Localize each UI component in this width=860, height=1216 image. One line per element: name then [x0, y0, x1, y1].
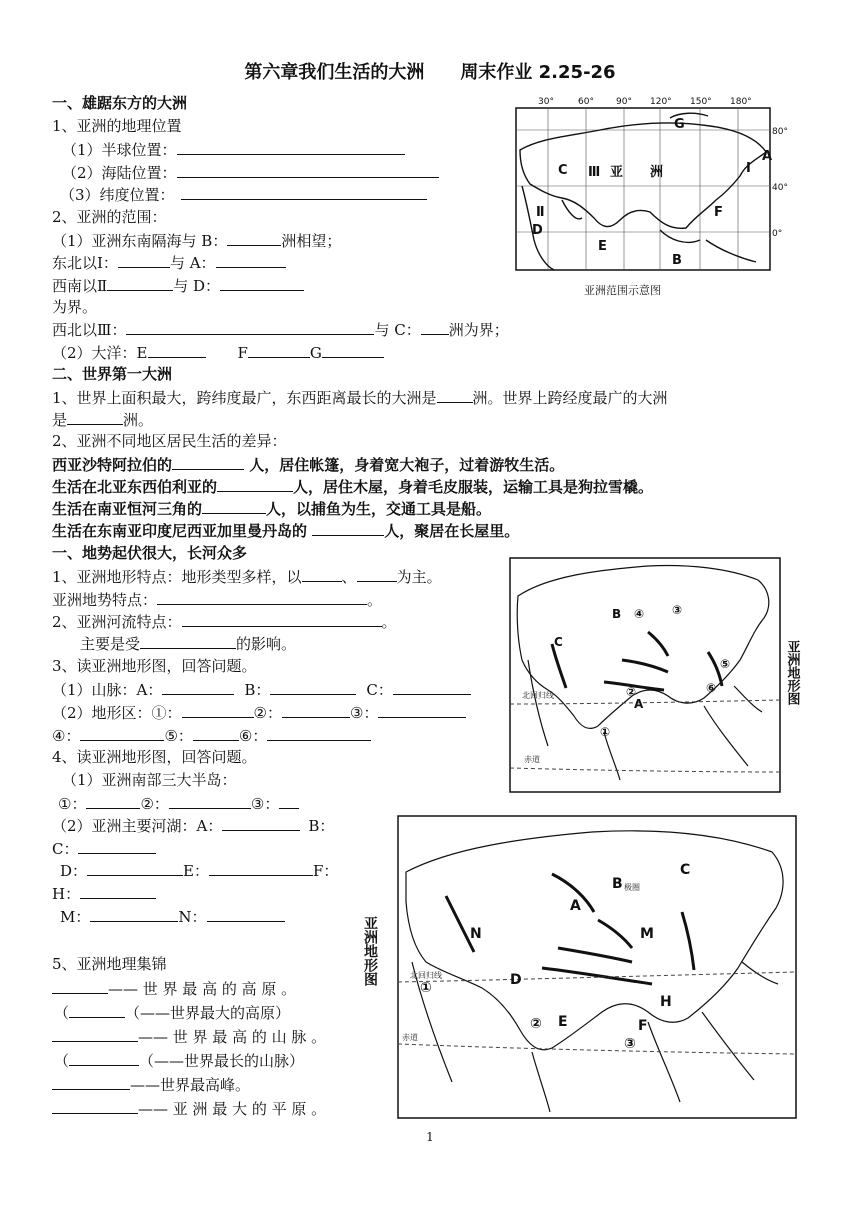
- map-label: H: [660, 994, 672, 1010]
- answer-blank[interactable]: [222, 816, 300, 831]
- answer-blank[interactable]: [378, 703, 466, 718]
- answer-blank[interactable]: [216, 253, 286, 268]
- lat-tick: 0°: [772, 229, 783, 239]
- lat-tick: 80°: [772, 127, 788, 137]
- tropic-label: 北回归线: [410, 971, 442, 980]
- asia-terrain-map-2: [362, 812, 802, 1122]
- map-label: F: [714, 205, 723, 220]
- map-label: ⑥: [706, 681, 717, 695]
- map-side-title: 亚洲地形图: [362, 916, 378, 986]
- map-label: F: [638, 1018, 648, 1034]
- map-label: ②: [626, 685, 637, 699]
- answer-blank[interactable]: [193, 726, 239, 741]
- question-text: （1）亚洲东南隔海与 B： 洲相望；: [52, 232, 342, 250]
- answer-blank[interactable]: [157, 590, 367, 605]
- map-label: C: [554, 635, 563, 649]
- lon-tick: 180°: [730, 97, 752, 107]
- question-text: ④： ⑤： ⑥：: [52, 726, 371, 745]
- map-label: C: [680, 862, 691, 878]
- answer-blank[interactable]: [270, 680, 356, 695]
- answer-blank[interactable]: [107, 276, 173, 291]
- section-heading: 二、世界第一大洲: [52, 365, 173, 383]
- lon-tick: 60°: [578, 97, 594, 107]
- question-text: 3、读亚洲地形图，回答问题。: [52, 657, 257, 675]
- answer-blank[interactable]: [248, 343, 310, 358]
- answer-blank[interactable]: [86, 794, 140, 809]
- answer-blank[interactable]: [52, 1027, 138, 1042]
- map-label: A: [634, 697, 644, 711]
- map-label: N: [470, 926, 482, 942]
- question-text: 生活在北亚东西伯利亚的 人，居住木屋，身着毛皮服装，运输工具是狗拉雪橇。: [52, 478, 654, 496]
- lon-tick: 150°: [690, 97, 712, 107]
- answer-blank[interactable]: [182, 612, 382, 627]
- question-text: D： E： F：: [60, 862, 339, 880]
- answer-blank[interactable]: [393, 680, 471, 695]
- question-text: （3）纬度位置：: [60, 185, 427, 204]
- map-label: M: [640, 926, 654, 942]
- equator-label: 赤道: [524, 755, 540, 764]
- question-text: （1）山脉：A： B： C：: [52, 680, 471, 699]
- answer-blank[interactable]: [169, 794, 251, 809]
- answer-blank[interactable]: [312, 521, 384, 536]
- question-text: ——世界最高峰。: [52, 1075, 250, 1094]
- question-text: —— 世 界 最 高 的 山 脉 。: [52, 1027, 326, 1046]
- lat-tick: 40°: [772, 183, 788, 193]
- question-text: （2）地形区：①： ②： ③：: [52, 703, 466, 722]
- question-text: （2）亚洲主要河湖：A： B：: [52, 817, 335, 835]
- question-text: （ （——世界最大的高原）: [54, 1004, 291, 1022]
- answer-blank[interactable]: [80, 726, 164, 741]
- question-text: 西北以Ⅲ： 与 C： 洲为界；: [52, 321, 509, 339]
- page-number: 1: [426, 1130, 434, 1144]
- question-text: 亚洲地势特点： 。: [52, 591, 383, 609]
- asia-terrain-map-1: [508, 556, 814, 796]
- map-label: ①: [420, 980, 432, 996]
- question-text: （ （——世界最长的山脉）: [54, 1052, 305, 1070]
- section-heading: 一、地势起伏很大，长河众多: [52, 544, 248, 562]
- map-label: D: [510, 972, 522, 988]
- answer-blank[interactable]: [52, 979, 108, 994]
- map-caption: 亚洲范围示意图: [584, 284, 661, 297]
- answer-blank[interactable]: [177, 163, 439, 178]
- answer-blank[interactable]: [267, 726, 371, 741]
- question-text: （2）海陆位置：: [62, 163, 439, 182]
- lon-tick: 30°: [538, 97, 554, 107]
- answer-blank[interactable]: [357, 567, 397, 582]
- map-label: ④: [634, 607, 645, 621]
- question-text: 生活在东南亚印度尼西亚加里曼丹岛的 人，聚居在长屋里。: [52, 522, 520, 540]
- map-label: ③: [672, 603, 683, 617]
- answer-blank[interactable]: [162, 680, 234, 695]
- answer-blank[interactable]: [177, 140, 405, 155]
- question-text: C：: [52, 839, 156, 858]
- map-label: ②: [530, 1016, 542, 1032]
- answer-blank[interactable]: [217, 477, 293, 492]
- map-label: E: [558, 1014, 568, 1030]
- question-text: 5、亚洲地理集锦: [52, 955, 167, 973]
- answer-blank[interactable]: [220, 276, 304, 291]
- map-label: Ⅲ: [588, 165, 601, 180]
- question-text: —— 亚 洲 最 大 的 平 原 。: [52, 1099, 326, 1118]
- answer-blank[interactable]: [182, 703, 254, 718]
- answer-blank[interactable]: [80, 884, 156, 899]
- question-text: （2）大洋：E F G: [52, 343, 384, 362]
- answer-blank[interactable]: [207, 907, 285, 922]
- answer-blank[interactable]: [118, 253, 170, 268]
- map-side-title: 亚洲地形图: [784, 640, 800, 705]
- answer-blank[interactable]: [202, 499, 266, 514]
- map-label: ③: [624, 1036, 636, 1052]
- question-text: 2、亚洲的范围：: [52, 208, 167, 226]
- answer-blank[interactable]: [87, 861, 183, 876]
- page-title: 第六章我们生活的大洲 周末作业 2.25-26: [244, 62, 616, 83]
- question-text: 生活在南亚恒河三角的 人，以捕鱼为生，交通工具是船。: [52, 500, 492, 518]
- question-text: 2、亚洲河流特点： 。: [52, 613, 397, 631]
- answer-blank[interactable]: [227, 231, 281, 246]
- answer-blank[interactable]: [279, 794, 299, 809]
- answer-blank[interactable]: [181, 185, 427, 200]
- question-text: 为界。: [52, 298, 98, 316]
- map-label: A: [762, 149, 773, 164]
- map-label: I: [746, 161, 751, 176]
- answer-blank[interactable]: [148, 343, 206, 358]
- question-text: （1）亚洲南部三大半岛：: [62, 771, 237, 789]
- map-label: G: [674, 117, 685, 132]
- question-text: 2、亚洲不同地区居民生活的差异：: [52, 432, 287, 450]
- question-text: 4、读亚洲地形图，回答问题。: [52, 748, 257, 766]
- map-label: 洲: [650, 165, 664, 180]
- question-text: ①： ②： ③：: [58, 794, 299, 813]
- answer-blank[interactable]: [90, 907, 178, 922]
- map-label: C: [558, 163, 568, 178]
- map-label: E: [598, 239, 607, 254]
- map-label: B: [612, 876, 623, 892]
- question-text: 西亚沙特阿拉伯的 人，居住帐篷，身着宽大袍子，过着游牧生活。: [52, 456, 565, 474]
- question-text: 西南以Ⅱ 与 D：: [52, 276, 304, 295]
- answer-blank[interactable]: [52, 1099, 138, 1114]
- map-label: B: [672, 253, 682, 268]
- answer-blank[interactable]: [209, 861, 313, 876]
- map-label: D: [532, 223, 543, 238]
- answer-blank[interactable]: [69, 1003, 125, 1018]
- answer-blank[interactable]: [437, 388, 473, 403]
- answer-blank[interactable]: [69, 1051, 139, 1066]
- map-label: 亚: [610, 165, 624, 180]
- equator-label: 赤道: [402, 1033, 418, 1042]
- question-text: 1、亚洲的地理位置: [52, 117, 182, 135]
- asia-range-map: [510, 90, 792, 304]
- question-text: H：: [52, 884, 156, 903]
- section-heading: 一、雄踞东方的大洲: [52, 94, 188, 112]
- question-text: 是 洲。: [52, 411, 154, 429]
- answer-blank[interactable]: [421, 320, 449, 335]
- answer-blank[interactable]: [78, 839, 156, 854]
- lon-tick: 120°: [650, 97, 672, 107]
- question-text: —— 世 界 最 高 的 高 原 。: [52, 979, 296, 998]
- map-small-label: 极圈: [624, 883, 640, 892]
- question-text: 主要是受 的影响。: [80, 635, 297, 653]
- map-label: Ⅱ: [536, 205, 545, 220]
- answer-blank[interactable]: [52, 1075, 130, 1090]
- tropic-label: 北回归线: [522, 691, 554, 700]
- lon-tick: 90°: [616, 97, 632, 107]
- question-text: 1、世界上面积最大，跨纬度最广，东西距离最长的大洲是 洲。世界上跨经度最广的大洲: [52, 389, 668, 407]
- question-text: M： N：: [60, 907, 285, 926]
- answer-blank[interactable]: [172, 455, 244, 470]
- answer-blank[interactable]: [140, 634, 236, 649]
- map-label: ①: [600, 725, 611, 739]
- question-text: 1、亚洲地形特点：地形类型多样，以 、 为主。: [52, 568, 442, 586]
- map-label: ⑤: [720, 657, 731, 671]
- answer-blank[interactable]: [67, 410, 123, 425]
- answer-blank[interactable]: [322, 343, 384, 358]
- question-text: （1）半球位置：: [62, 140, 405, 159]
- map-label: B: [612, 607, 622, 621]
- map-label: A: [570, 898, 581, 914]
- answer-blank[interactable]: [126, 320, 374, 335]
- question-text: 东北以Ⅰ： 与 A：: [52, 253, 286, 272]
- answer-blank[interactable]: [302, 567, 342, 582]
- answer-blank[interactable]: [282, 703, 350, 718]
